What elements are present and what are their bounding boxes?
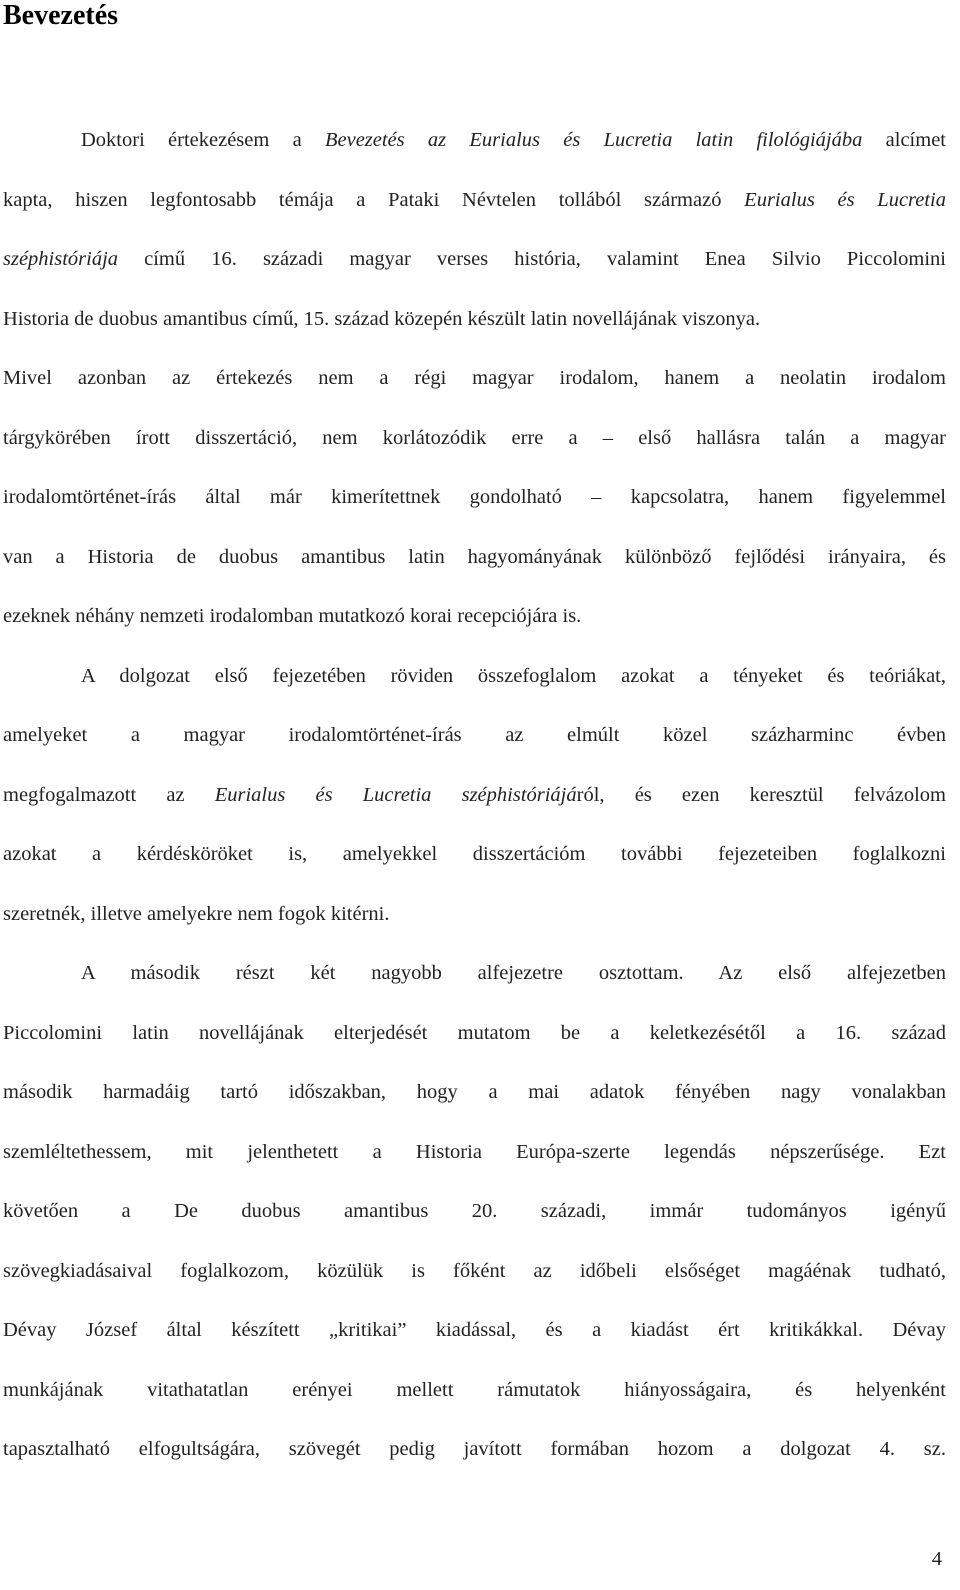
line-text: kapta, hiszen legfontosabb témája a Pataki Névtelen tollából származó: [3, 188, 745, 211]
text-line: [3, 416, 946, 476]
line-text: ról, és ezen keresztül felvázolom: [576, 783, 946, 806]
page-heading: Bevezetés: [3, 0, 119, 31]
text-line: [3, 1308, 946, 1368]
text-line: [3, 1368, 946, 1428]
line-text: azokat a kérdésköröket is, amelyekkel disszertációm további fejezeteiben foglalkozni: [3, 843, 946, 865]
line-text: irodalomtörténet-írás által már kimerítettnek gondolható – kapcsolatra, hanem figyelemmel: [3, 486, 946, 508]
line-text: szemléltethessem, mit jelenthetett a Historia Európa-szerte legendás népszerűsége. Ezt: [3, 1140, 946, 1163]
line-text: A második részt két nagyobb alfejezetre osztottam. Az első alfejezetben: [81, 962, 946, 984]
text-line: [3, 654, 946, 714]
line-text: amelyeket a magyar irodalomtörténet-írás az elmúlt közel százharminc évben: [3, 724, 946, 746]
text-line: [3, 535, 946, 595]
text-line: [3, 1249, 946, 1309]
line-text: szövegkiadásaival foglalkozom, közülük is főként az időbeli elsőséget magáénak tudható,: [3, 1259, 946, 1282]
text-line: [3, 773, 946, 833]
line-text: alcímet: [862, 129, 946, 151]
text-line: [3, 1070, 946, 1130]
text-line: [3, 1189, 946, 1249]
line-text: Piccolomini latin novellájának elterjedését mutatom be a keletkezésétől a 16. század: [3, 1021, 946, 1044]
text-line: [3, 118, 946, 178]
text-line: [3, 1011, 946, 1071]
italic-title-text: széphistóriája: [3, 248, 119, 270]
italic-title-text: Eurialus és Lucretia: [744, 188, 946, 211]
text-line: [3, 475, 946, 535]
text-line: [3, 951, 946, 1011]
body-text: [3, 118, 946, 1487]
line-text: második harmadáig tartó időszakban, hogy a mai adatok fényében nagy vonalakban: [3, 1081, 946, 1103]
text-line: [3, 1427, 946, 1487]
line-text: munkájának vitathatatlan erényei mellett rámutatok hiányosságaira, és helyenként: [3, 1378, 946, 1401]
line-text: tárgykörében írott disszertáció, nem korlátozódik erre a – első hallásra talán a magyar: [3, 426, 946, 449]
italic-title-text: Bevezetés az Eurialus és Lucretia latin filológiájába: [324, 129, 863, 151]
line-text: Doktori értekezésem a: [81, 129, 325, 151]
line-text: szeretnék, illetve amelyekre nem fogok kitérni.: [3, 902, 390, 925]
line-text: Historia de duobus amantibus című, 15. század közepén készült latin novellájának viszonya.: [3, 307, 761, 330]
line-text: című 16. századi magyar verses história, valamint Enea Silvio Piccolomini: [118, 248, 946, 270]
line-text: megfogalmazott az: [3, 783, 215, 806]
text-line: [3, 594, 946, 654]
text-line: [3, 297, 946, 357]
text-line: [3, 832, 946, 892]
text-line: [3, 892, 946, 952]
line-text: követően a De duobus amantibus 20. századi, immár tudományos igényű: [3, 1200, 946, 1222]
line-text: Dévay József által készített „kritikai” kiadással, és a kiadást ért kritikákkal. Dévay: [3, 1319, 946, 1341]
text-line: [3, 356, 946, 416]
text-line: [3, 713, 946, 773]
line-text: Mivel azonban az értekezés nem a régi magyar irodalom, hanem a neolatin irodalom: [3, 367, 946, 389]
page-number: 4: [931, 1548, 942, 1570]
text-line: [3, 1130, 946, 1190]
text-line: [3, 178, 946, 238]
line-text: ezeknek néhány nemzeti irodalomban mutatkozó korai recepciójára is.: [3, 605, 582, 627]
line-text: van a Historia de duobus amantibus latin hagyományának különböző fejlődési irányaira, és: [3, 545, 946, 568]
italic-title-text: Eurialus és Lucretia széphistóriájá: [214, 783, 577, 806]
text-line: [3, 237, 946, 297]
line-text: A dolgozat első fejezetében röviden összefoglalom azokat a tényeket és teóriákat,: [81, 664, 946, 687]
line-text: tapasztalható elfogultságára, szövegét pedig javított formában hozom a dolgozat 4. sz.: [3, 1438, 946, 1460]
